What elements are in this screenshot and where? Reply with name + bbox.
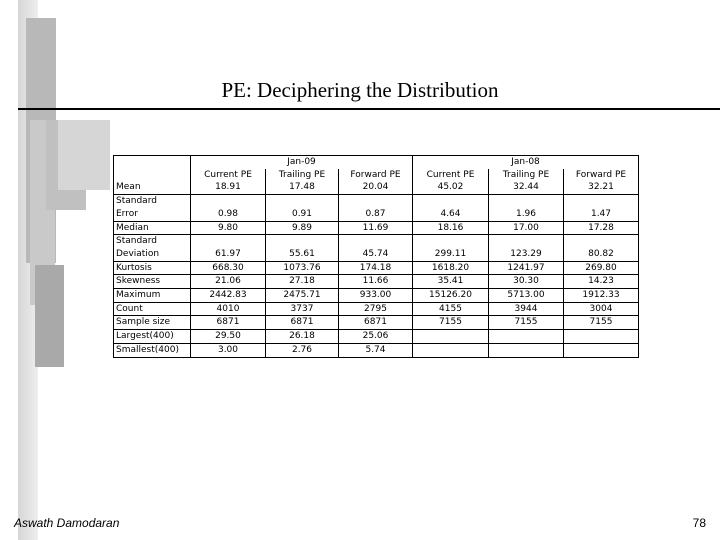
cell-value bbox=[266, 261, 339, 275]
cell-text: 3737 bbox=[290, 303, 314, 314]
cell-value bbox=[413, 316, 489, 330]
row-label-line: Skewness bbox=[116, 276, 161, 287]
cell-text: 299.11 bbox=[434, 248, 467, 259]
table-row bbox=[114, 330, 639, 344]
table-row bbox=[114, 302, 639, 316]
cell-text: 0.91 bbox=[291, 208, 313, 219]
cell-text: 2442.83 bbox=[209, 290, 247, 301]
cell-value bbox=[489, 275, 564, 289]
cell-text: 2.76 bbox=[291, 344, 313, 355]
table-row bbox=[114, 289, 639, 303]
cell-value: 32.21 bbox=[588, 182, 614, 193]
cell-text: 26.18 bbox=[289, 331, 315, 342]
row-label bbox=[114, 316, 191, 330]
row-label bbox=[114, 330, 191, 344]
column-cell bbox=[413, 169, 489, 195]
cell-text: 21.06 bbox=[215, 276, 241, 287]
table-body bbox=[114, 195, 639, 357]
row-label-mean: Mean bbox=[116, 182, 141, 193]
cell-value bbox=[564, 221, 639, 235]
row-label bbox=[114, 235, 191, 261]
cell-text: 5713.00 bbox=[507, 290, 545, 301]
row-label bbox=[114, 156, 191, 195]
cell-text: 7155 bbox=[439, 317, 462, 328]
cell-value bbox=[266, 302, 339, 316]
cell-value bbox=[564, 289, 639, 303]
cell-value bbox=[489, 343, 564, 357]
pe-distribution-table bbox=[113, 155, 639, 358]
table-row bbox=[114, 316, 639, 330]
cell-text: 80.82 bbox=[588, 248, 614, 259]
cell-value bbox=[489, 330, 564, 344]
author-name: Aswath Damodaran bbox=[14, 516, 120, 530]
cell-value bbox=[191, 343, 266, 357]
cell-text: 45.74 bbox=[362, 248, 389, 259]
table-header-row bbox=[114, 156, 639, 169]
cell-value bbox=[413, 195, 489, 221]
cell-value bbox=[413, 302, 489, 316]
cell-text: 11.66 bbox=[362, 276, 389, 287]
page-number: 78 bbox=[692, 516, 706, 530]
column-cell bbox=[191, 169, 266, 195]
cell-value: 45.02 bbox=[437, 182, 464, 193]
cell-text: 29.50 bbox=[215, 331, 241, 342]
cell-text: 17.28 bbox=[588, 222, 614, 233]
column-cell bbox=[489, 169, 564, 195]
cell-value bbox=[413, 221, 489, 235]
cell-value: 20.04 bbox=[362, 182, 389, 193]
cell-text: 1.96 bbox=[515, 208, 537, 219]
cell-text: 1618.20 bbox=[431, 262, 470, 273]
cell-value bbox=[413, 289, 489, 303]
cell-text: 7155 bbox=[514, 317, 538, 328]
cell-text: 933.00 bbox=[359, 290, 392, 301]
group-header: Jan-09 bbox=[191, 156, 413, 169]
cell-value bbox=[489, 261, 564, 275]
cell-value bbox=[191, 330, 266, 344]
cell-value bbox=[413, 275, 489, 289]
column-header: Forward PE bbox=[575, 169, 627, 180]
cell-value bbox=[489, 235, 564, 261]
cell-text: 18.16 bbox=[437, 222, 464, 233]
cell-value: 18.91 bbox=[215, 182, 241, 193]
column-cell bbox=[266, 169, 339, 195]
cell-value bbox=[339, 275, 413, 289]
cell-text: 9.89 bbox=[291, 222, 313, 233]
cell-text: 123.29 bbox=[510, 248, 542, 259]
cell-text: 7155 bbox=[589, 317, 613, 328]
table-row bbox=[114, 261, 639, 275]
cell-text: 1912.33 bbox=[582, 290, 620, 301]
row-label-line: Sample size bbox=[116, 317, 171, 328]
table-row bbox=[114, 221, 639, 235]
column-header: Current PE bbox=[204, 169, 252, 180]
table-row bbox=[114, 169, 639, 195]
row-label-line: Deviation bbox=[116, 248, 160, 259]
row-label bbox=[114, 302, 191, 316]
column-header: Trailing PE bbox=[278, 169, 326, 180]
cell-text: 1241.97 bbox=[507, 262, 545, 273]
cell-text: 17.00 bbox=[513, 222, 539, 233]
cell-text: 25.06 bbox=[362, 331, 389, 342]
cell-value bbox=[191, 221, 266, 235]
column-header: Forward PE bbox=[350, 169, 401, 180]
cell-value bbox=[564, 330, 639, 344]
cell-text: 5.74 bbox=[365, 344, 386, 355]
cell-value: 32.44 bbox=[513, 182, 539, 193]
cell-text: 14.23 bbox=[588, 276, 614, 287]
slide-title: PE: Deciphering the Distribution bbox=[221, 78, 499, 102]
cell-value bbox=[266, 330, 339, 344]
row-label bbox=[114, 221, 191, 235]
cell-value bbox=[564, 275, 639, 289]
cell-text: 174.18 bbox=[359, 262, 392, 273]
cell-value bbox=[413, 330, 489, 344]
cell-value bbox=[191, 261, 266, 275]
decor-bar bbox=[35, 265, 64, 367]
cell-value bbox=[339, 330, 413, 344]
cell-value bbox=[266, 195, 339, 221]
table-row bbox=[114, 275, 639, 289]
row-label-line: Standard bbox=[116, 196, 157, 207]
cell-value bbox=[339, 302, 413, 316]
row-label bbox=[114, 343, 191, 357]
cell-value bbox=[266, 343, 339, 357]
cell-value bbox=[413, 343, 489, 357]
cell-value bbox=[191, 289, 266, 303]
row-label bbox=[114, 261, 191, 275]
cell-text: 27.18 bbox=[289, 276, 315, 287]
cell-value bbox=[266, 316, 339, 330]
row-label-line: Median bbox=[116, 222, 149, 233]
cell-text: 269.80 bbox=[585, 262, 617, 273]
cell-text: 1073.76 bbox=[283, 262, 321, 273]
cell-value bbox=[564, 343, 639, 357]
cell-value bbox=[266, 275, 339, 289]
cell-text: 15126.20 bbox=[429, 290, 472, 301]
cell-text: 35.41 bbox=[437, 276, 464, 287]
cell-text: 9.80 bbox=[217, 222, 239, 233]
cell-value bbox=[266, 235, 339, 261]
cell-value bbox=[339, 235, 413, 261]
cell-text: 2795 bbox=[364, 303, 387, 314]
cell-value bbox=[266, 289, 339, 303]
cell-value bbox=[339, 289, 413, 303]
cell-value bbox=[489, 289, 564, 303]
cell-text: 55.61 bbox=[289, 248, 315, 259]
cell-value bbox=[339, 261, 413, 275]
row-label-line: Error bbox=[116, 208, 138, 219]
row-label-line: Largest(400) bbox=[116, 331, 174, 342]
cell-value bbox=[564, 316, 639, 330]
cell-value bbox=[413, 235, 489, 261]
cell-text: 11.69 bbox=[362, 222, 389, 233]
group-header: Jan-08 bbox=[413, 156, 639, 169]
cell-text: 30.30 bbox=[513, 276, 539, 287]
cell-value bbox=[564, 261, 639, 275]
cell-text: 4.64 bbox=[440, 208, 461, 219]
cell-value bbox=[339, 195, 413, 221]
cell-text: 3944 bbox=[514, 303, 538, 314]
column-header: Trailing PE bbox=[502, 169, 550, 180]
cell-text: 61.97 bbox=[215, 248, 241, 259]
column-cell bbox=[564, 169, 639, 195]
cell-value bbox=[339, 316, 413, 330]
cell-text: 3.00 bbox=[217, 344, 239, 355]
table-row bbox=[114, 235, 639, 261]
cell-value bbox=[489, 316, 564, 330]
cell-value bbox=[266, 221, 339, 235]
cell-value: 17.48 bbox=[289, 182, 315, 193]
row-label bbox=[114, 195, 191, 221]
cell-text: 668.30 bbox=[212, 262, 244, 273]
cell-text: 1.47 bbox=[590, 208, 612, 219]
title-divider bbox=[18, 108, 720, 110]
cell-value bbox=[191, 275, 266, 289]
row-label-line: Kurtosis bbox=[116, 262, 152, 273]
cell-text: 6871 bbox=[364, 317, 387, 328]
cell-value bbox=[191, 195, 266, 221]
cell-value bbox=[489, 221, 564, 235]
cell-value bbox=[413, 261, 489, 275]
cell-text: 6871 bbox=[290, 317, 314, 328]
cell-text: 0.98 bbox=[217, 208, 239, 219]
cell-text: 4010 bbox=[216, 303, 240, 314]
cell-value bbox=[339, 343, 413, 357]
cell-value bbox=[489, 302, 564, 316]
row-label-line: Maximum bbox=[116, 290, 161, 301]
cell-value bbox=[564, 195, 639, 221]
column-header: Current PE bbox=[426, 169, 475, 180]
cell-value bbox=[564, 302, 639, 316]
cell-text: 3004 bbox=[589, 303, 613, 314]
row-label bbox=[114, 275, 191, 289]
cell-value bbox=[191, 316, 266, 330]
column-cell bbox=[339, 169, 413, 195]
row-label-line: Count bbox=[116, 303, 143, 314]
cell-text: 0.87 bbox=[365, 208, 386, 219]
table-row bbox=[114, 195, 639, 221]
cell-value bbox=[191, 302, 266, 316]
cell-value bbox=[191, 235, 266, 261]
row-label-line: Smallest(400) bbox=[116, 344, 179, 355]
cell-value bbox=[489, 195, 564, 221]
row-label bbox=[114, 289, 191, 303]
table-row bbox=[114, 343, 639, 357]
cell-value bbox=[339, 221, 413, 235]
row-label-line: Standard bbox=[116, 236, 157, 247]
decor-bar bbox=[58, 120, 110, 190]
cell-text: 4155 bbox=[439, 303, 462, 314]
cell-value bbox=[564, 235, 639, 261]
cell-text: 6871 bbox=[216, 317, 240, 328]
cell-text: 2475.71 bbox=[283, 290, 321, 301]
